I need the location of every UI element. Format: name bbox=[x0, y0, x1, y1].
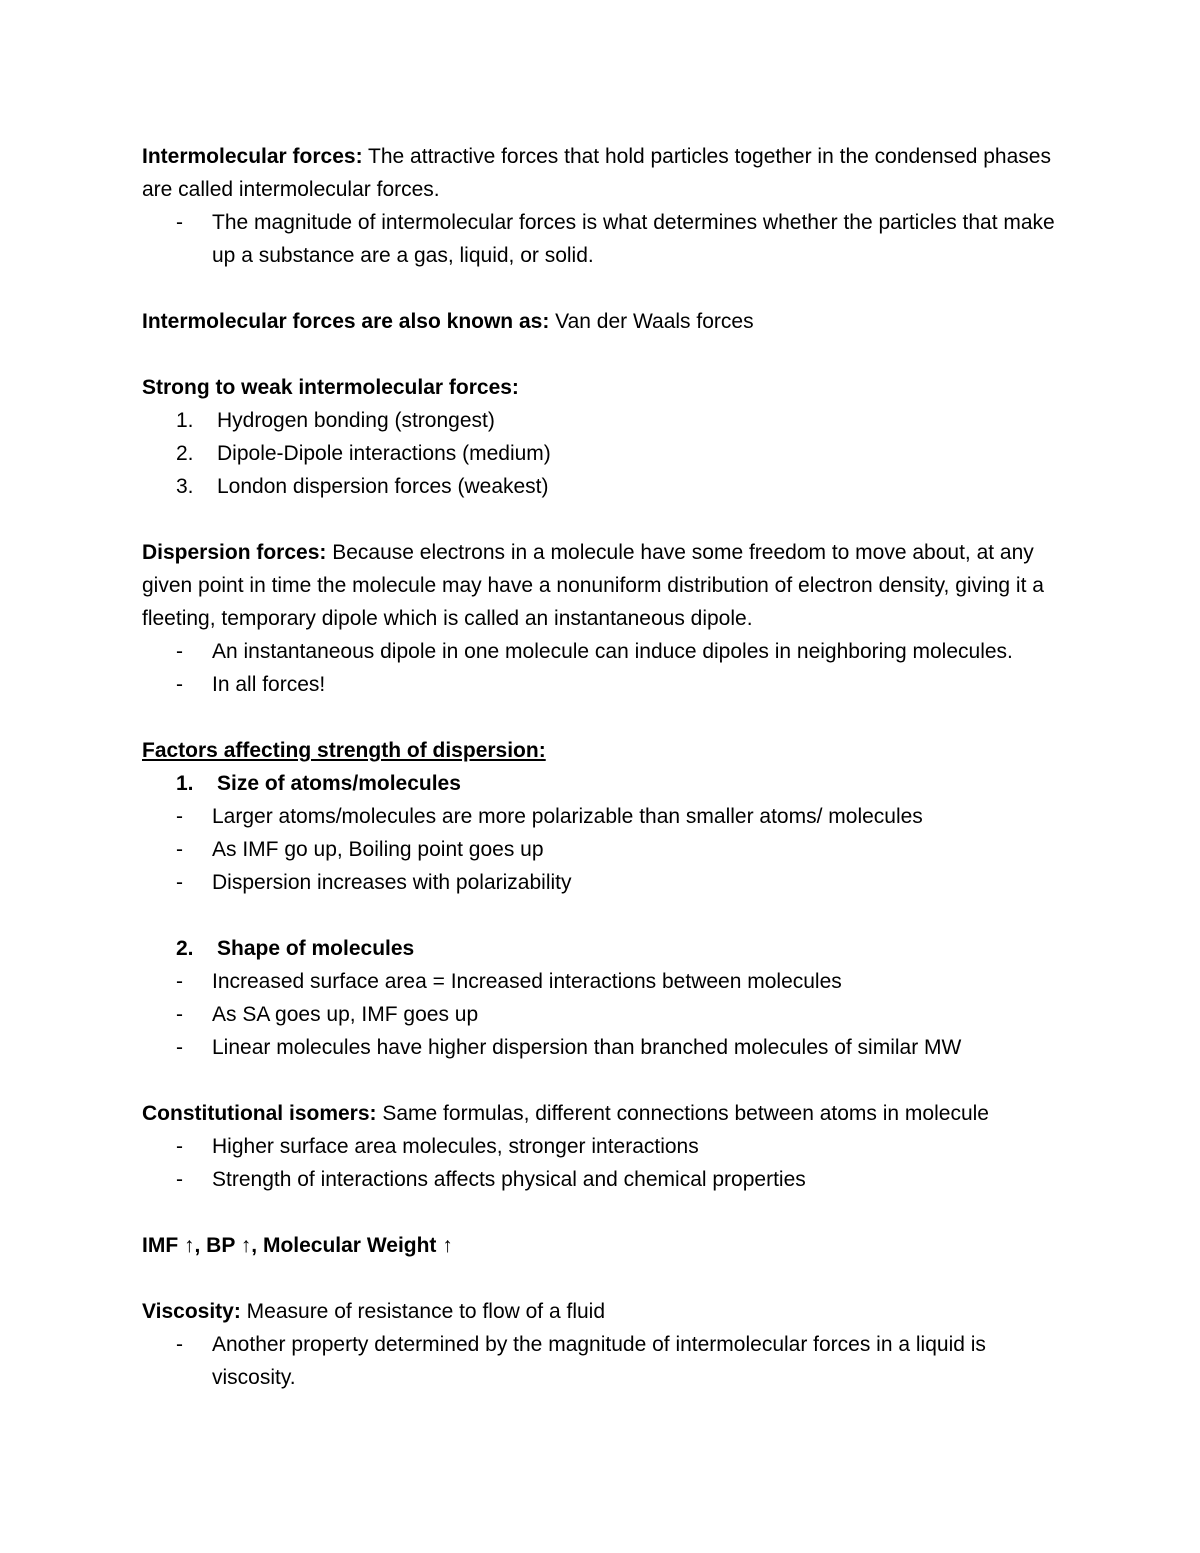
bullet-text: Higher surface area molecules, stronger interactions bbox=[212, 1135, 699, 1158]
bullet-dash: - bbox=[176, 640, 183, 663]
intermolecular-forces-definition bbox=[142, 140, 1062, 206]
definition-text: Because electrons in a molecule have some freedom to move about, at any given point in time the molecule may have a nonuniform distribution of electron density, giving it a fleeting, temporary dipole which is called an instantaneous dipole. bbox=[142, 541, 1044, 630]
term-label: Constitutional isomers: bbox=[142, 1102, 377, 1125]
factor-title bbox=[142, 767, 1062, 800]
definition-text: The attractive forces that hold particles together in the condensed phases are called intermolecular forces. bbox=[142, 145, 1051, 201]
bullet-text: An instantaneous dipole in one molecule can induce dipoles in neighboring molecules. bbox=[212, 640, 1013, 663]
bullet-text: Strength of interactions affects physical and chemical properties bbox=[212, 1168, 806, 1191]
constitutional-isomers-definition bbox=[142, 1097, 1062, 1130]
bullet-item bbox=[142, 800, 1062, 833]
bullet-text: Dispersion increases with polarizability bbox=[212, 871, 572, 894]
bullet-item bbox=[142, 1130, 1062, 1163]
definition-text: Measure of resistance to flow of a fluid bbox=[240, 1300, 606, 1323]
bullet-text: Increased surface area = Increased interactions between molecules bbox=[212, 970, 842, 993]
imf-relationship: IMF ↑, BP ↑, Molecular Weight ↑ bbox=[142, 1234, 453, 1257]
definition-text: Van der Waals forces bbox=[549, 310, 754, 333]
bullet-text: As SA goes up, IMF goes up bbox=[212, 1003, 479, 1026]
bullet-text: Another property determined by the magnitude of intermolecular forces in a liquid is viscosity. bbox=[212, 1333, 986, 1389]
bullet-text: As IMF go up, Boiling point goes up bbox=[212, 838, 544, 861]
term-label: Intermolecular forces are also known as: bbox=[142, 310, 550, 333]
bullet-dash: - bbox=[176, 871, 183, 894]
bullet-text: In all forces! bbox=[212, 673, 326, 696]
list-text: Dipole-Dipole interactions (medium) bbox=[217, 442, 551, 465]
bullet-text: The magnitude of intermolecular forces is what determines whether the particles that make up a substance are a gas, liquid, or solid. bbox=[212, 211, 1055, 267]
bullet-dash: - bbox=[176, 1036, 183, 1059]
factor-title bbox=[142, 932, 1062, 965]
list-number: 3. bbox=[176, 475, 194, 498]
bullet-text: Linear molecules have higher dispersion than branched molecules of similar MW bbox=[212, 1036, 962, 1059]
list-number: 1. bbox=[176, 772, 194, 795]
bullet-dash: - bbox=[176, 1003, 183, 1026]
strong-to-weak-heading: Strong to weak intermolecular forces: bbox=[142, 376, 519, 399]
term-label: Intermolecular forces: bbox=[142, 145, 363, 168]
list-text: Hydrogen bonding (strongest) bbox=[217, 409, 495, 432]
bullet-dash: - bbox=[176, 673, 183, 696]
factor-title-text: Shape of molecules bbox=[217, 937, 415, 960]
definition-text: Same formulas, different connections between atoms in molecule bbox=[376, 1102, 989, 1125]
bullet-item bbox=[142, 1328, 1062, 1394]
bullet-text: Larger atoms/molecules are more polarizable than smaller atoms/ molecules bbox=[212, 805, 923, 828]
bullet-item bbox=[142, 1163, 1062, 1196]
bullet-item bbox=[142, 668, 1062, 701]
also-known-as bbox=[142, 305, 1062, 338]
list-number: 2. bbox=[176, 442, 194, 465]
viscosity-definition bbox=[142, 1295, 1062, 1328]
bullet-item bbox=[142, 965, 1062, 998]
list-number: 1. bbox=[176, 409, 194, 432]
bullet-dash: - bbox=[176, 805, 183, 828]
list-item bbox=[142, 437, 1062, 470]
bullet-item bbox=[142, 833, 1062, 866]
dispersion-forces-definition bbox=[142, 536, 1062, 635]
bullet-item bbox=[142, 998, 1062, 1031]
bullet-dash: - bbox=[176, 838, 183, 861]
bullet-item bbox=[142, 635, 1062, 668]
bullet-dash: - bbox=[176, 1135, 183, 1158]
factor-title-text: Size of atoms/molecules bbox=[217, 772, 461, 795]
bullet-item bbox=[142, 866, 1062, 899]
bullet-dash: - bbox=[176, 211, 183, 234]
bullet-item bbox=[142, 1031, 1062, 1064]
document-page bbox=[142, 140, 1062, 1394]
list-item bbox=[142, 470, 1062, 503]
bullet-item bbox=[142, 206, 1062, 272]
list-item bbox=[142, 404, 1062, 437]
bullet-dash: - bbox=[176, 1333, 183, 1356]
bullet-dash: - bbox=[176, 970, 183, 993]
factors-heading: Factors affecting strength of dispersion: bbox=[142, 739, 546, 762]
term-label: Dispersion forces: bbox=[142, 541, 327, 564]
term-label: Viscosity: bbox=[142, 1300, 241, 1323]
list-number: 2. bbox=[176, 937, 194, 960]
list-text: London dispersion forces (weakest) bbox=[217, 475, 549, 498]
bullet-dash: - bbox=[176, 1168, 183, 1191]
